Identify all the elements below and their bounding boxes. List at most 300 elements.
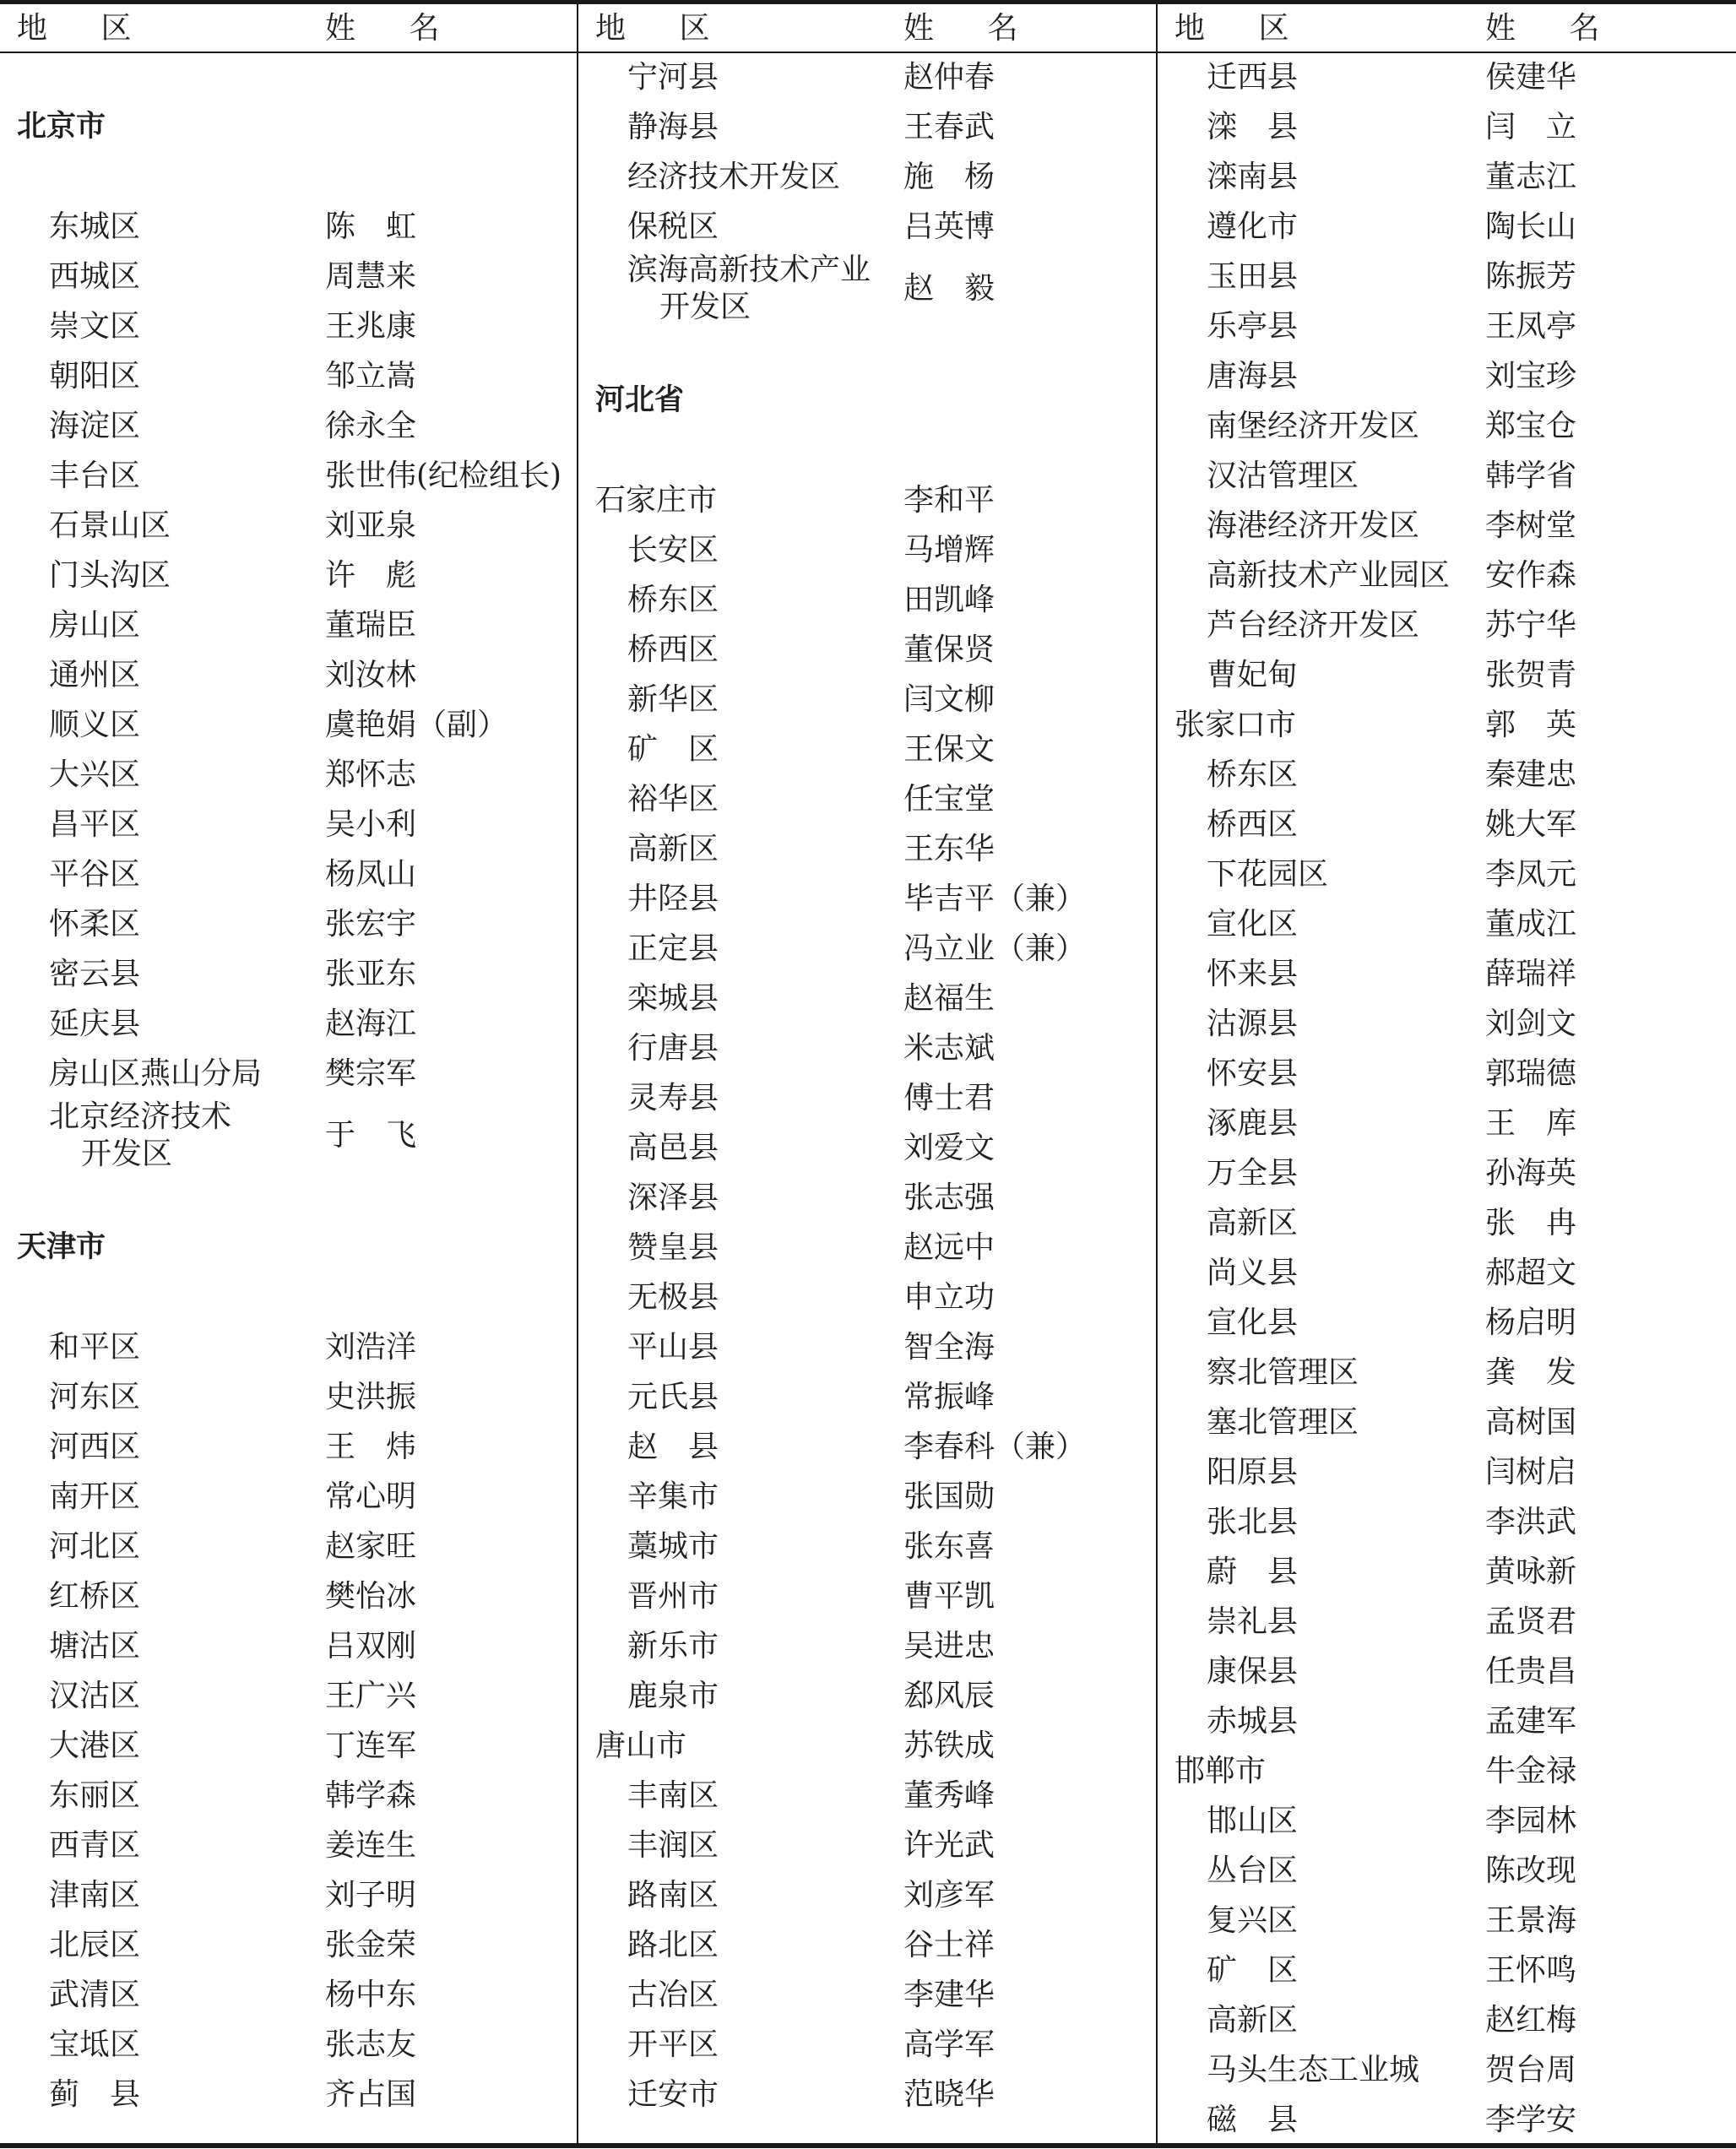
region-name: 矿 区: [627, 732, 719, 767]
region-row: [578, 1472, 1156, 1522]
region-name: 无极县: [627, 1280, 719, 1315]
region-row: [0, 551, 578, 600]
region-name: 宝坻区: [49, 2027, 141, 2062]
person-name: 陈 虹: [325, 209, 417, 244]
person-name: 闫树启: [1485, 1455, 1577, 1490]
region-name: 桥东区: [627, 583, 719, 617]
region-name: 赞皇县: [627, 1230, 719, 1265]
region-row: [1158, 351, 1735, 401]
region-row: [1158, 750, 1735, 800]
region-row: [1158, 849, 1735, 899]
person-name: 刘汝林: [325, 658, 417, 692]
column-2: [578, 0, 1156, 2143]
person-name: 韩学森: [325, 1778, 417, 1813]
province-heading-row: [0, 1223, 578, 1273]
person-name: 曹平凯: [903, 1579, 995, 1614]
region-name: 尚义县: [1207, 1256, 1299, 1290]
region-row: [578, 1173, 1156, 1223]
region-name: 察北管理区: [1207, 1355, 1359, 1390]
person-name: 施 杨: [903, 160, 995, 194]
header-region-label: 地 区: [17, 11, 154, 46]
region-row: [0, 600, 578, 650]
region-name: 丰润区: [627, 1828, 719, 1863]
person-name: 陈改现: [1485, 1853, 1577, 1888]
person-name: 吕英博: [903, 209, 995, 244]
region-row: [578, 1422, 1156, 1472]
region-row: [0, 849, 578, 899]
column-header: [1158, 8, 1735, 49]
region-row: [1158, 1298, 1735, 1348]
region-name: 宣化县: [1207, 1305, 1299, 1340]
person-name: 张国勋: [903, 1479, 995, 1514]
region-row: [1158, 401, 1735, 451]
person-name: 苏铁成: [903, 1728, 995, 1763]
region-name: 延庆县: [49, 1007, 141, 1041]
region-name: 张家口市: [1175, 708, 1297, 742]
region-name: 朝阳区: [49, 359, 141, 393]
region-row: [1158, 1547, 1735, 1597]
person-name: 郑怀志: [325, 757, 417, 792]
person-name: 姜连生: [325, 1828, 417, 1863]
person-name: 赵海江: [325, 1007, 417, 1041]
region-row: [578, 1522, 1156, 1571]
region-name: 迁西县: [1207, 60, 1299, 95]
person-name: 张 冉: [1485, 1206, 1577, 1240]
region-row: [578, 525, 1156, 575]
region-list: [578, 52, 1156, 2119]
region-name: 丛台区: [1207, 1853, 1299, 1888]
person-name: 王保文: [903, 732, 995, 767]
region-row: [1158, 1647, 1735, 1696]
region-name: 乐亭县: [1207, 309, 1299, 344]
region-name: 河东区: [49, 1380, 141, 1414]
region-row: [1158, 301, 1735, 351]
region-row: [0, 1870, 578, 1920]
region-name: 平谷区: [49, 857, 141, 892]
region-name: 栾城县: [627, 981, 719, 1016]
region-row: [0, 650, 578, 700]
person-name: 傅士君: [903, 1081, 995, 1115]
region-name: 复兴区: [1207, 1903, 1299, 1938]
region-row: [0, 351, 578, 401]
region-row: [578, 1621, 1156, 1671]
region-name: 赤城县: [1207, 1704, 1299, 1739]
region-row: [578, 1123, 1156, 1173]
region-name: [49, 1099, 231, 1173]
province-heading-row: [578, 376, 1156, 426]
region-name: 高新技术产业园区: [1207, 558, 1451, 593]
region-name: 晋州市: [627, 1579, 719, 1614]
region-row: [0, 501, 578, 551]
region-name: 高新区: [627, 832, 719, 866]
region-row: [0, 800, 578, 849]
region-name: 阳原县: [1207, 1455, 1299, 1490]
person-name: 丁连军: [325, 1728, 417, 1763]
region-name: 西青区: [49, 1828, 141, 1863]
region-name: 红桥区: [49, 1579, 141, 1614]
region-row: [1158, 899, 1735, 949]
region-row: [578, 1671, 1156, 1721]
blank-row: [0, 1173, 578, 1223]
person-name: 冯立业（兼）: [903, 931, 1087, 966]
region-row: [1158, 1348, 1735, 1397]
region-name: 磁 县: [1207, 2103, 1299, 2137]
region-name: 新华区: [627, 682, 719, 717]
person-name: 孟贤君: [1485, 1604, 1577, 1639]
region-name: 唐山市: [595, 1728, 687, 1763]
person-name: 闫 立: [1485, 110, 1577, 144]
region-row: [1158, 52, 1735, 102]
region-row: [0, 1099, 578, 1173]
region-row: [0, 1920, 578, 1970]
region-row: [0, 401, 578, 451]
region-name: 赵 县: [627, 1430, 719, 1464]
person-name: 郄风辰: [903, 1679, 995, 1713]
person-name: 郭 英: [1485, 708, 1577, 742]
region-row: [578, 874, 1156, 924]
region-row: [0, 1372, 578, 1422]
person-name: 任贵昌: [1485, 1654, 1577, 1689]
person-name: 牛金禄: [1485, 1754, 1577, 1788]
header-region-label: 地 区: [595, 11, 732, 46]
region-row: [0, 949, 578, 999]
person-name: 苏宁华: [1485, 608, 1577, 643]
region-row: [1158, 252, 1735, 301]
region-row: [578, 252, 1156, 326]
region-row: [578, 1821, 1156, 1870]
person-name: 侯建华: [1485, 60, 1577, 95]
region-name: 海港经济开发区: [1207, 508, 1420, 543]
column-header: [578, 8, 1156, 49]
region-row: [578, 974, 1156, 1023]
person-name: 刘子明: [325, 1878, 417, 1913]
region-name: 开平区: [627, 2027, 719, 2062]
person-name: 赵红梅: [1485, 2003, 1577, 2038]
region-name: 正定县: [627, 931, 719, 966]
person-name: 陶长山: [1485, 209, 1577, 244]
region-name: [627, 252, 871, 326]
region-row: [0, 1621, 578, 1671]
region-name: 塘沽区: [49, 1629, 141, 1663]
region-row: [578, 2070, 1156, 2119]
person-name: 齐占国: [325, 2077, 417, 2112]
person-name: 吕双刚: [325, 1629, 417, 1663]
region-row: [578, 1023, 1156, 1073]
region-row: [0, 700, 578, 750]
person-name: 吴进忠: [903, 1629, 995, 1663]
person-name: 谷士祥: [903, 1928, 995, 1962]
region-row: [0, 451, 578, 501]
person-name: 张志强: [903, 1180, 995, 1215]
province-name: 天津市: [17, 1230, 106, 1264]
person-name: 王凤亭: [1485, 309, 1577, 344]
region-name: 南堡经济开发区: [1207, 409, 1420, 443]
region-row: [578, 824, 1156, 874]
region-name: 石景山区: [49, 508, 171, 543]
region-row: [578, 1571, 1156, 1621]
region-row: [578, 1223, 1156, 1273]
person-name: 董保贤: [903, 632, 995, 667]
region-name: 平山县: [627, 1330, 719, 1365]
region-row: [1158, 1447, 1735, 1497]
region-row: [0, 999, 578, 1049]
region-row: [1158, 650, 1735, 700]
region-name: 古冶区: [627, 1978, 719, 2012]
person-name: 张宏宇: [325, 907, 417, 942]
region-name: 和平区: [49, 1330, 141, 1365]
person-name: 王景海: [1485, 1903, 1577, 1938]
region-row: [1158, 949, 1735, 999]
person-name: 贺台周: [1485, 2053, 1577, 2087]
region-name: 路北区: [627, 1928, 719, 1962]
region-name: 辛集市: [627, 1479, 719, 1514]
region-name: 曹妃甸: [1207, 658, 1299, 692]
region-name: 裕华区: [627, 782, 719, 817]
person-name: 杨凤山: [325, 857, 417, 892]
person-name: 杨启明: [1485, 1305, 1577, 1340]
region-row: [1158, 501, 1735, 551]
person-name: 龚 发: [1485, 1355, 1577, 1390]
region-name: 唐海县: [1207, 359, 1299, 393]
person-name: 邹立嵩: [325, 359, 417, 393]
region-row: [1158, 102, 1735, 152]
region-row: [1158, 1049, 1735, 1099]
person-name: 张金荣: [325, 1928, 417, 1962]
person-name: 陈振芳: [1485, 259, 1577, 294]
region-name: 灵寿县: [627, 1081, 719, 1115]
region-name: 石家庄市: [595, 483, 718, 518]
person-name: 薛瑞祥: [1485, 957, 1577, 991]
region-name: 房山区燕山分局: [49, 1056, 263, 1091]
region-row: [1158, 600, 1735, 650]
person-name: 智全海: [903, 1330, 995, 1365]
region-name: 南开区: [49, 1479, 141, 1514]
person-name: 李园林: [1485, 1804, 1577, 1838]
person-name: 孙海英: [1485, 1156, 1577, 1191]
person-name: 张志友: [325, 2027, 417, 2062]
region-row: [1158, 551, 1735, 600]
region-name: 怀来县: [1207, 957, 1299, 991]
region-row: [1158, 1995, 1735, 2045]
region-name: 北辰区: [49, 1928, 141, 1962]
region-name: 深泽县: [627, 1180, 719, 1215]
region-name: 井陉县: [627, 882, 719, 916]
person-name: 董成江: [1485, 907, 1577, 942]
person-name: 高学军: [903, 2027, 995, 2062]
person-name: 刘彦军: [903, 1878, 995, 1913]
region-row: [578, 1771, 1156, 1821]
person-name: 王 炜: [325, 1430, 417, 1464]
person-name: 王怀鸣: [1485, 1953, 1577, 1988]
region-name: 房山区: [49, 608, 141, 643]
region-name: 怀柔区: [49, 907, 141, 942]
person-name: 姚大军: [1485, 807, 1577, 842]
region-row: [0, 202, 578, 252]
region-name: 滦 县: [1207, 110, 1299, 144]
person-name: 韩学省: [1485, 459, 1577, 493]
header-name-label: 姓 名: [903, 11, 1040, 46]
region-name: 万全县: [1207, 1156, 1299, 1191]
person-name: 张亚东: [325, 957, 417, 991]
person-name: 王 库: [1485, 1106, 1577, 1141]
region-name: 矿 区: [1207, 1953, 1299, 1988]
region-row: [578, 2020, 1156, 2070]
region-name: 滦南县: [1207, 160, 1299, 194]
region-row: [578, 924, 1156, 974]
region-row: [578, 52, 1156, 102]
region-name: 宁河县: [627, 60, 719, 95]
region-row: [1158, 1846, 1735, 1896]
person-name: 李凤元: [1485, 857, 1577, 892]
person-name: 史洪振: [325, 1380, 417, 1414]
person-name: 徐永全: [325, 409, 417, 443]
person-name: 范晓华: [903, 2077, 995, 2112]
region-row: [0, 301, 578, 351]
region-name: 崇礼县: [1207, 1604, 1299, 1639]
region-row: [0, 1422, 578, 1472]
region-row: [578, 1322, 1156, 1372]
person-name: 常心明: [325, 1479, 417, 1514]
region-row: [0, 1771, 578, 1821]
region-name: 芦台经济开发区: [1207, 608, 1420, 643]
region-name: 鹿泉市: [627, 1679, 719, 1713]
header-name-label: 姓 名: [1485, 11, 1622, 46]
person-name: 申立功: [903, 1280, 995, 1315]
person-name: 于 飞: [325, 1118, 417, 1153]
region-name: 蔚 县: [1207, 1555, 1299, 1589]
region-name: 西城区: [49, 259, 141, 294]
region-name: 静海县: [627, 110, 719, 144]
province-name: 河北省: [595, 383, 685, 417]
person-name: 赵家旺: [325, 1529, 417, 1564]
person-name: 赵福生: [903, 981, 995, 1016]
region-row: [0, 1821, 578, 1870]
region-row: [0, 1671, 578, 1721]
region-name: 宣化区: [1207, 907, 1299, 942]
region-row: [578, 575, 1156, 625]
region-name: 门头沟区: [49, 558, 171, 593]
person-name: 许光武: [903, 1828, 995, 1863]
person-name: 刘宝珍: [1485, 359, 1577, 393]
region-name: 通州区: [49, 658, 141, 692]
person-name: 高树国: [1485, 1405, 1577, 1440]
region-list: [0, 52, 578, 2119]
region-row: [0, 750, 578, 800]
region-row: [578, 1970, 1156, 2020]
region-name: 长安区: [627, 533, 719, 567]
region-name: 高新区: [1207, 2003, 1299, 2038]
region-row: [1158, 1796, 1735, 1846]
region-name: 经济技术开发区: [627, 160, 841, 194]
region-name: 塞北管理区: [1207, 1405, 1359, 1440]
region-row: [578, 675, 1156, 724]
person-name: 安作森: [1485, 558, 1577, 593]
region-row: [1158, 1248, 1735, 1298]
region-row: [1158, 1148, 1735, 1198]
region-row: [578, 724, 1156, 774]
region-name: 新乐市: [627, 1629, 719, 1663]
person-name: 马增辉: [903, 533, 995, 567]
person-name: 樊宗军: [325, 1056, 417, 1091]
region-name: 大兴区: [49, 757, 141, 792]
person-name: 闫文柳: [903, 682, 995, 717]
region-name: 顺义区: [49, 708, 141, 742]
person-name: 刘亚泉: [325, 508, 417, 543]
person-name: 刘浩洋: [325, 1330, 417, 1365]
region-name: 海淀区: [49, 409, 141, 443]
region-row: [578, 1273, 1156, 1322]
region-name: 桥东区: [1207, 757, 1299, 792]
person-name: 王春武: [903, 110, 995, 144]
person-name: 李洪武: [1485, 1505, 1577, 1539]
column-header: [0, 8, 578, 49]
region-row: [1158, 1099, 1735, 1148]
region-row: [578, 152, 1156, 202]
region-name: 桥西区: [1207, 807, 1299, 842]
person-name: 郭瑞德: [1485, 1056, 1577, 1091]
blank-row: [0, 152, 578, 202]
region-row: [0, 1049, 578, 1099]
header-name-label: 姓 名: [325, 11, 462, 46]
region-row: [1158, 700, 1735, 750]
person-name: 董志江: [1485, 160, 1577, 194]
person-name: 毕吉平（兼）: [903, 882, 1087, 916]
region-name: 桥西区: [627, 632, 719, 667]
region-name: 元氏县: [627, 1380, 719, 1414]
blank-row: [0, 52, 578, 102]
person-name: 刘爱文: [903, 1131, 995, 1165]
region-row: [1158, 1497, 1735, 1547]
region-name-line-2: 开发区: [81, 1137, 173, 1171]
region-name: 迁安市: [627, 2077, 719, 2112]
region-row: [1158, 1746, 1735, 1796]
region-name: 武清区: [49, 1978, 141, 2012]
region-name: 高新区: [1207, 1206, 1299, 1240]
person-name: 赵 毅: [903, 271, 995, 306]
region-name: 河西区: [49, 1430, 141, 1464]
region-row: [578, 774, 1156, 824]
person-name: 任宝堂: [903, 782, 995, 817]
person-name: 董秀峰: [903, 1778, 995, 1813]
column-3: [1158, 0, 1735, 2143]
region-row: [1158, 451, 1735, 501]
person-name: 许 彪: [325, 558, 417, 593]
person-name: 张世伟(纪检组长): [325, 459, 562, 493]
person-name: 郝超文: [1485, 1256, 1577, 1290]
region-name-line-1: 北京经济技术: [49, 1099, 232, 1134]
person-name: 李建华: [903, 1978, 995, 2012]
region-name: 张北县: [1207, 1505, 1299, 1539]
region-row: [578, 475, 1156, 525]
region-name: 崇文区: [49, 309, 141, 344]
region-name: 东丽区: [49, 1778, 141, 1813]
region-name: 下花园区: [1207, 857, 1329, 892]
person-name: 虞艳娟（副）: [325, 708, 508, 742]
region-row: [1158, 1198, 1735, 1248]
person-name: 刘剑文: [1485, 1007, 1577, 1041]
region-row: [1158, 1597, 1735, 1647]
region-row: [578, 1073, 1156, 1123]
region-row: [1158, 1696, 1735, 1746]
region-row: [578, 625, 1156, 675]
region-name: 康保县: [1207, 1654, 1299, 1689]
region-row: [1158, 2045, 1735, 2095]
region-row: [1158, 800, 1735, 849]
region-row: [578, 1920, 1156, 1970]
region-name: 丰南区: [627, 1778, 719, 1813]
region-row: [0, 252, 578, 301]
region-name: 保税区: [627, 209, 719, 244]
